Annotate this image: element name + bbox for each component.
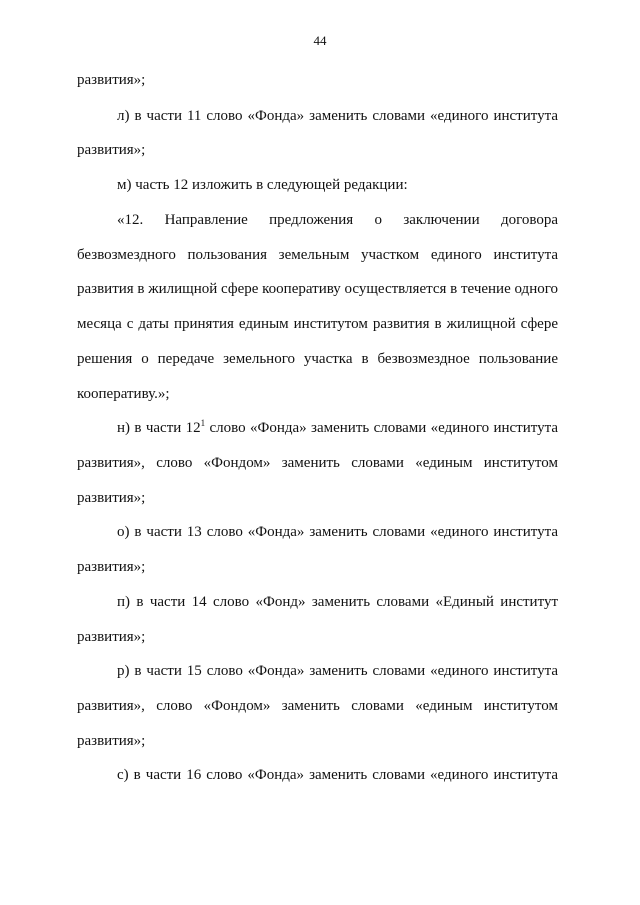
text-line: м) часть 12 изложить в следующей редакции: xyxy=(117,177,408,193)
text-line: безвозмездного пользования земельным участком единого института xyxy=(77,247,558,263)
text-line: о) в части 13 слово «Фонда» заменить словами «единого института xyxy=(117,524,558,540)
text-line: с) в части 16 слово «Фонда» заменить словами «единого института xyxy=(117,767,558,783)
text-line: развития», слово «Фондом» заменить словами «единым институтом xyxy=(77,455,558,471)
text-line: развития», слово «Фондом» заменить словами «единым институтом xyxy=(77,698,558,714)
text-line: развития в жилищной сфере кооперативу осуществляется в течение одного xyxy=(77,281,558,297)
text-line: кооперативу.»; xyxy=(77,386,170,402)
text-segment: слово «Фонда» заменить словами «единого института xyxy=(205,420,559,436)
text-line: р) в части 15 слово «Фонда» заменить словами «единого института xyxy=(117,663,558,679)
text-line: решения о передаче земельного участка в безвозмездное пользование xyxy=(77,351,558,367)
text-line: «12. Направление предложения о заключении договора xyxy=(117,212,558,228)
text-segment: н) в части 12 xyxy=(117,420,201,436)
text-line: развития»; xyxy=(77,142,146,158)
text-line: п) в части 14 слово «Фонд» заменить словами «Единый институт xyxy=(117,594,558,610)
text-line: развития»; xyxy=(77,490,146,506)
text-line: развития»; xyxy=(77,72,146,88)
superscript: 1 xyxy=(200,418,206,428)
text-line: месяца с даты принятия единым институтом развития в жилищной сфере xyxy=(77,316,558,332)
text-line xyxy=(117,418,558,438)
text-line: развития»; xyxy=(77,559,146,575)
text-line: развития»; xyxy=(77,629,146,645)
page-number: 44 xyxy=(313,33,327,48)
text-line: л) в части 11 слово «Фонда» заменить словами «единого института xyxy=(117,108,558,124)
text-line: развития»; xyxy=(77,733,146,749)
